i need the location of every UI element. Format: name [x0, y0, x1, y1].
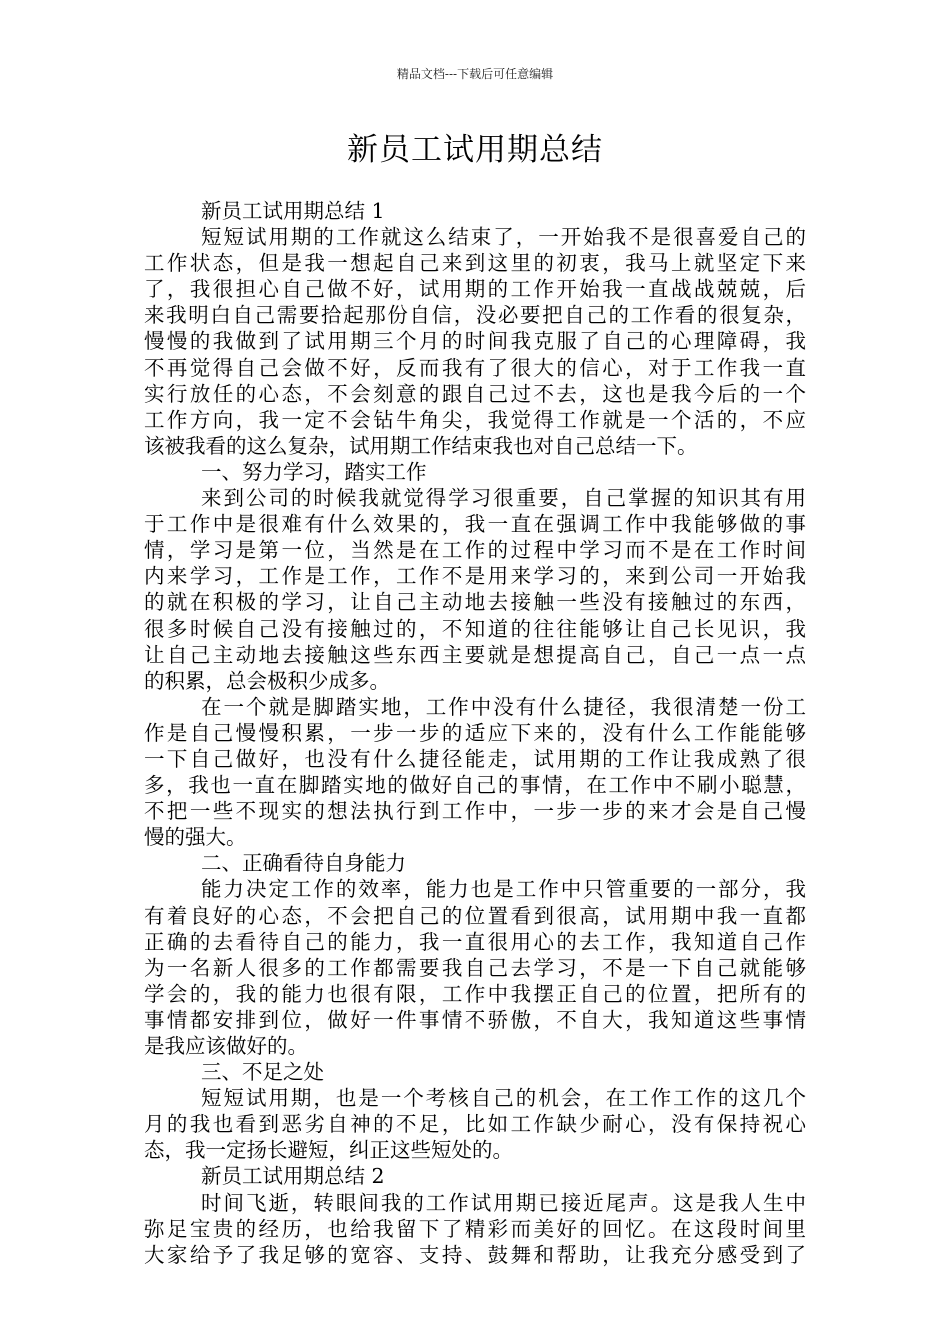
text-line: 在一个就是脚踏实地，工作中没有什么捷径，我很清楚一份工 — [201, 694, 806, 719]
document-body — [144, 198, 806, 1268]
text-line: 工作方向，我一定不会钻牛角尖，我觉得工作就是一个活的，不应 — [144, 407, 806, 432]
text-line: 多，我也一直在脚踏实地的做好自己的事情，在工作中不刷小聪慧， — [144, 773, 806, 798]
text-line: 是我应该做好的。 — [144, 1034, 308, 1058]
text-line: 情，学习是第一位，当然是在工作的过程中学习而不是在工作时间 — [144, 538, 806, 563]
text-line: 大家给予了我足够的宽容、支持、鼓舞和帮助，让我充分感受到了 — [144, 1242, 806, 1267]
text-line: 为一名新人很多的工作都需要我自己去学习，不是一下自己就能够 — [144, 955, 806, 980]
text-line: 慢慢的我做到了试用期三个月的时间我克服了自己的心理障碍，我 — [144, 329, 806, 354]
text-line: 了，我很担心自己做不好，试用期的工作开始我一直战战兢兢，后 — [144, 277, 806, 302]
text-line: 弥足宝贵的经历，也给我留下了精彩而美好的回忆。在这段时间里 — [144, 1216, 806, 1241]
text-line: 让自己主动地去接触这些东西主要就是想提高自己，自己一点一点 — [144, 642, 806, 667]
text-line: 新员工试用期总结 1 — [201, 199, 385, 223]
text-line: 一、努力学习，踏实工作 — [201, 459, 427, 484]
text-line: 短短试用期，也是一个考核自己的机会，在工作工作的这几个 — [201, 1086, 806, 1111]
text-line: 工作状态，但是我一想起自己来到这里的初衷，我马上就坚定下来 — [144, 251, 806, 276]
text-line: 一下自己做好，也没有什么捷径能走，试用期的工作让我成熟了很 — [144, 746, 806, 771]
text-line: 的就在积极的学习，让自己主动地去接触一些没有接触过的东西， — [144, 590, 806, 615]
text-line: 于工作中是很难有什么效果的，我一直在强调工作中我能够做的事 — [144, 512, 806, 537]
text-line: 的积累，总会极积少成多。 — [144, 668, 390, 693]
text-line: 月的我也看到恶劣自神的不足，比如工作缺少耐心，没有保持祝心 — [144, 1112, 806, 1137]
text-line: 作是自己慢慢积累，一步一步的适应下来的，没有什么工作能能够 — [144, 720, 806, 745]
text-line: 不再觉得自己会做不好，反而我有了很大的信心，对于工作我一直 — [144, 355, 806, 380]
text-line: 态，我一定扬长避短，纠正这些短处的。 — [144, 1138, 513, 1163]
text-line: 实行放任的心态，不会刻意的跟自己过不去，这也是我今后的一个 — [144, 381, 806, 406]
text-line: 时间飞逝，转眼间我的工作试用期已接近尾声。这是我人生中 — [201, 1190, 806, 1215]
text-line: 内来学习，工作是工作，工作不是用来学习的，来到公司一开始我 — [144, 564, 806, 589]
text-line: 正确的去看待自己的能力，我一直很用心的去工作，我知道自己作 — [144, 929, 806, 954]
text-line: 很多时候自己没有接触过的，不知道的往往能够让自己长见识，我 — [144, 616, 806, 641]
header-note: 精品文档---下载后可任意编辑 — [396, 67, 554, 81]
text-line: 不把一些不现实的想法执行到工作中，一步一步的来才会是自己慢 — [144, 799, 806, 824]
text-line: 二、正确看待自身能力 — [201, 851, 406, 876]
text-line: 事情都安排到位，做好一件事情不骄傲，不自大，我知道这些事情 — [144, 1007, 806, 1032]
text-line: 新员工试用期总结 2 — [201, 1164, 385, 1189]
text-line: 来到公司的时候我就觉得学习很重要，自己掌握的知识其有用 — [201, 486, 806, 511]
text-line: 有着良好的心态，不会把自己的位置看到很高，试用期中我一直都 — [144, 903, 806, 928]
text-line: 该被我看的这么复杂，试用期工作结束我也对自己总结一下。 — [144, 433, 698, 458]
text-line: 学会的，我的能力也很有限，工作中我摆正自己的位置，把所有的 — [144, 981, 806, 1006]
text-line: 来我明白自己需要拾起那份自信，没必要把自己的工作看的很复杂， — [144, 303, 806, 328]
text-line: 能力决定工作的效率，能力也是工作中只管重要的一部分，我 — [201, 877, 806, 902]
text-line: 慢的强大。 — [144, 825, 247, 850]
text-line: 三、不足之处 — [201, 1060, 324, 1085]
document-title: 新员工试用期总结 — [347, 132, 603, 168]
text-line: 短短试用期的工作就这么结束了，一开始我不是很喜爱自己的 — [201, 225, 806, 250]
